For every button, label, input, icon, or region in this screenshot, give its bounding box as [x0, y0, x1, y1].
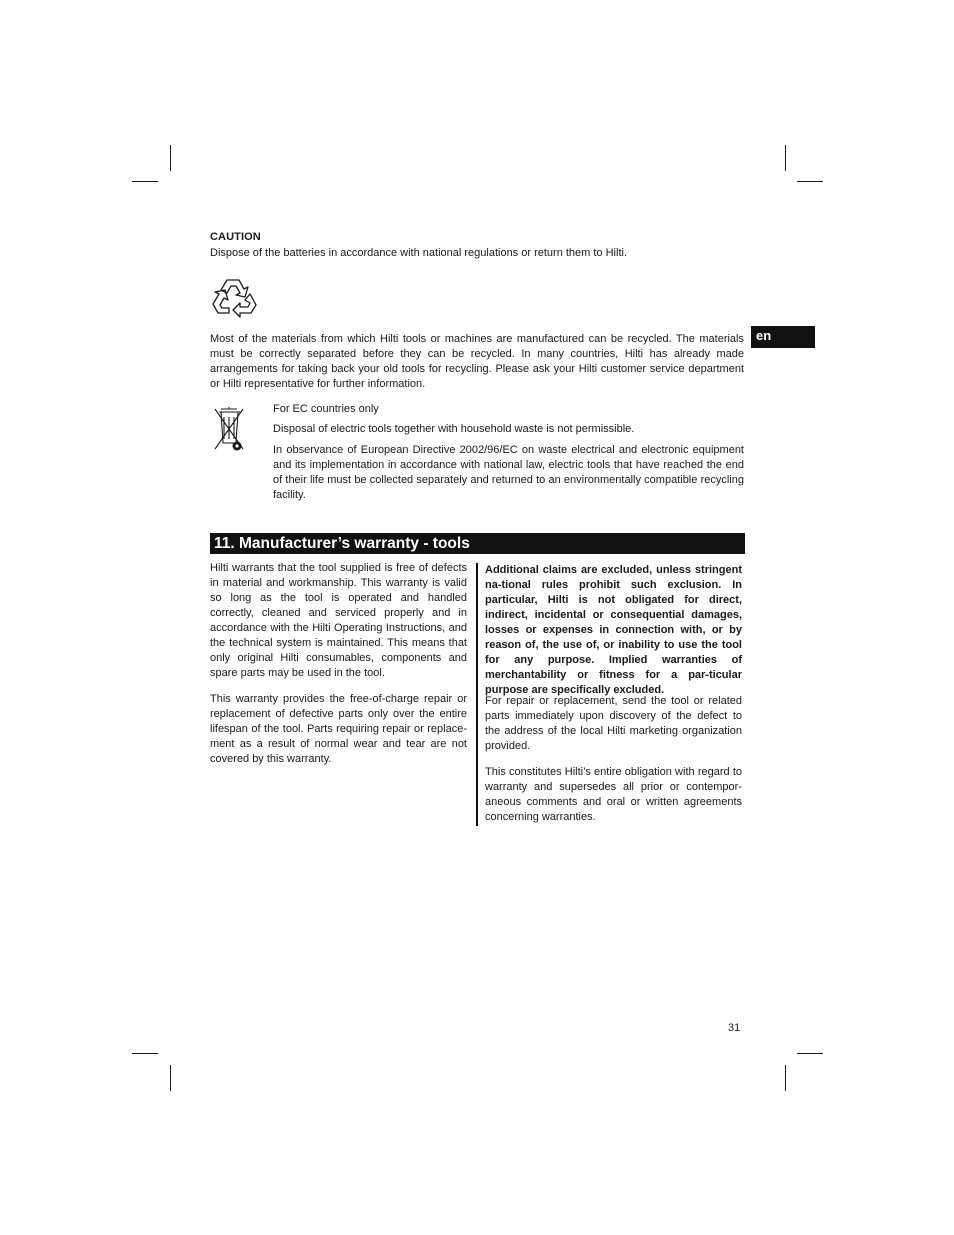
weee-directive-paragraph: In observance of European Directive 2002/96/EC on waste electrical and electronic equipment and its implementation in accordance with national law, electric tools that have reached the end of their life must be collected separately and returned to an environmentally compatible recycling facility.: [273, 444, 744, 501]
warranty-repair-paragraph: For repair or replacement, send the tool or related parts immediately upon discovery of the defect to the address of the local Hilti marketing organization provided.: [485, 695, 742, 752]
column-divider: [476, 563, 478, 826]
caution-title: CAUTION: [210, 231, 261, 243]
page-number: 31: [728, 1022, 741, 1034]
crop-mark: [170, 1065, 171, 1091]
language-tab: en: [751, 326, 815, 348]
recycle-icon: [210, 276, 262, 322]
ec-countries-only: For EC countries only: [273, 403, 379, 415]
crop-mark: [785, 145, 786, 171]
crop-mark: [170, 145, 171, 171]
warranty-paragraph-1: Hilti warrants that the tool supplied is free of defects in material and workmanship. This warranty is valid so long as the tool is operated and handled correctly, cleaned and serviced properly and in accordance with the Hilti Operating Instructions, and the technical system is maintained. This means that only original Hilti consumables, components and spare parts may be used in the tool.: [210, 562, 467, 679]
crop-mark: [785, 1065, 786, 1091]
warranty-exclusions-paragraph: Additional claims are excluded, unless stringent na-tional rules prohibit such exclusion. In particular, Hilti is not obligated for direct, indirect, incidental or consequential damages, losses or expenses in connection with, or by reason of, the use of, or inability to use the tool for any purpose. Implied warranties of merchantability or fitness for a par-ticular purpose are specifically excluded.: [485, 564, 742, 696]
recycling-paragraph: Most of the materials from which Hilti tools or machines are manufactured can be recycled. The materials must be correctly separated before they can be recycled. In many countries, Hilti has already made arrangements for taking back your old tools for recycling. Please ask your Hilti customer service department or Hilti representative for further information.: [210, 333, 744, 390]
crop-mark: [132, 181, 158, 182]
crop-mark: [797, 181, 823, 182]
warranty-obligation-paragraph: This constitutes Hilti’s entire obligation with regard to warranty and supersedes all prior or contempor-aneous comments and oral or written agreements concerning warranties.: [485, 766, 742, 823]
warranty-paragraph-2: This warranty provides the free-of-charge repair or replacement of defective parts only over the entire lifespan of the tool. Parts requiring repair or replace-ment as a result of normal wear and tear are not covered by this warranty.: [210, 693, 467, 765]
crop-mark: [132, 1053, 158, 1054]
household-waste-notice: Disposal of electric tools together with household waste is not permissible.: [273, 423, 635, 435]
crossed-out-wheeled-bin-icon: [212, 405, 246, 453]
section-heading: 11. Manufacturer’s warranty - tools: [210, 533, 745, 554]
caution-text: Dispose of the batteries in accordance with national regulations or return them to Hilti.: [210, 247, 627, 259]
crop-mark: [797, 1053, 823, 1054]
